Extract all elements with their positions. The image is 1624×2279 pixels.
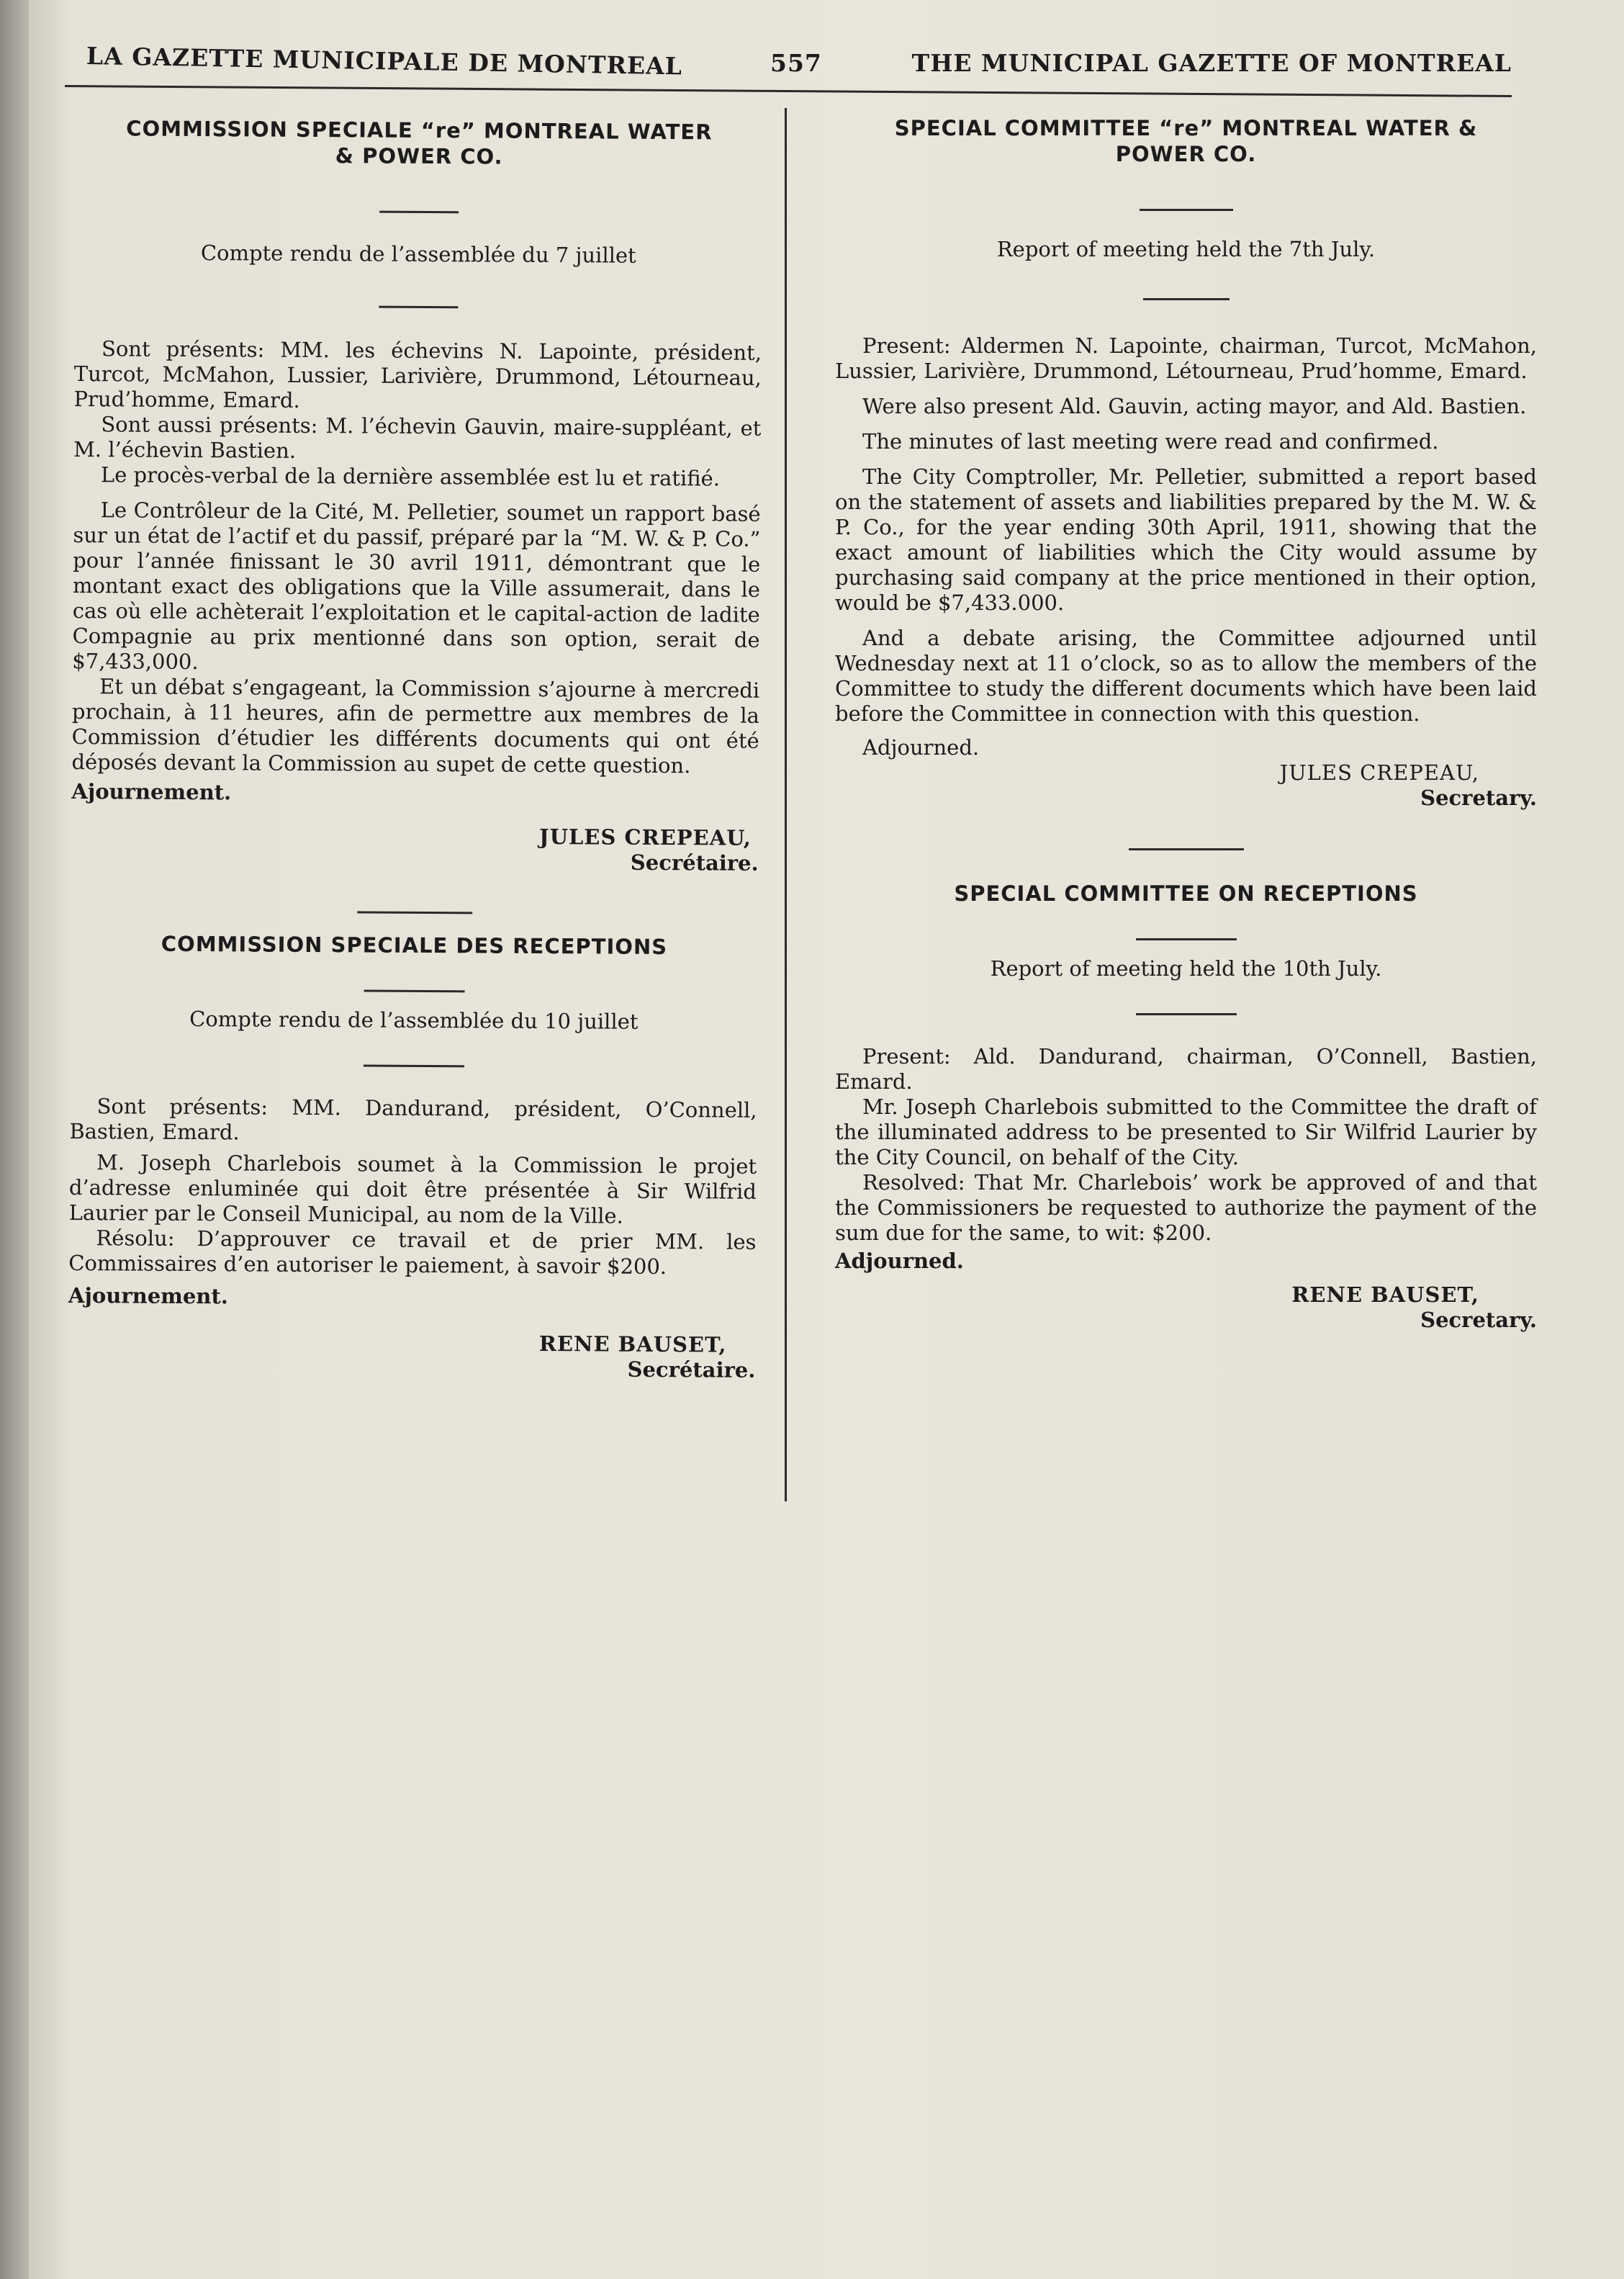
paragraph: Resolved: That Mr. Charlebois’ work be approved of and that the Commissioners be requested to authorize the payment of the sum due for the same, to wit: $200.	[835, 1170, 1537, 1245]
paragraph: Le Contrôleur de la Cité, M. Pelletier, soumet un rapport basé sur un état de l’actif et du passif, préparé par la “M. W. & P. Co.” pour l’année finissant le 30 avril 1911, démontrant que le montant exact des obligations que la Ville assumerait, dans le cas où elle achèterait l’exploitation et le capital-action de ladite Compagnie au prix mentionné dans son option, serait de $7,433,000.	[72, 498, 761, 675]
adjourned-note: Ajournement.	[68, 1282, 229, 1309]
signature-title: Secrétaire.	[630, 850, 759, 876]
paragraph: Present: Ald. Dandurand, chairman, O’Connell, Bastien, Emard.	[835, 1044, 1537, 1094]
paragraph: M. Joseph Charlebois soumet à la Commission le projet d’adresse enluminée qui doit être présentée à Sir Wilfrid Laurier par le Conseil Municipal, au nom de la Ville.	[68, 1150, 757, 1228]
section-rule	[1136, 1013, 1237, 1015]
fr-section-receptions	[68, 930, 758, 1383]
section-subtitle: Report of meeting held the 10th July.	[990, 956, 1382, 981]
fr-section-water-power	[71, 115, 763, 916]
english-column	[835, 115, 1537, 1333]
french-column	[68, 115, 763, 1383]
paragraph: Present: Aldermen N. Lapointe, chairman, Turcot, McMahon, Lussier, Larivière, Drummond, Létourneau, Prud’homme, Emard.	[835, 333, 1537, 383]
page-number: 557	[770, 49, 822, 77]
signature-title: Secretary.	[1420, 786, 1537, 810]
paragraph: Sont présents: MM. Dandurand, président, O’Connell, Bastien, Emard.	[69, 1094, 757, 1145]
section-subtitle: Compte rendu de l’assemblée du 7 juillet	[200, 241, 636, 268]
signature-name: RENE BAUSET,	[538, 1331, 727, 1357]
section-rule	[379, 306, 458, 309]
running-header	[58, 42, 1512, 81]
paragraph: Et un débat s’engageant, la Commission s’ajourne à mercredi prochain, à 11 heures, afin de permettre aux membres de la Commission d’étudier les différents documents qui ont été déposés devant la Commission au supet de cette question.	[71, 674, 760, 778]
paragraph: The City Comptroller, Mr. Pelletier, submitted a report based on the statement of assets and liabilities prepared by the M. W. & P. Co., for the year ending 30th April, 1911, showing that the exact amount of liabilities which the City would assume by purchasing said company at the price mentioned in their option, would be $7,433.000.	[835, 464, 1537, 615]
section-separator	[1129, 848, 1244, 850]
section-subtitle: Report of meeting held the 7th July.	[996, 237, 1376, 261]
book-spine-shadow	[0, 0, 29, 2279]
en-section-water-power	[835, 115, 1537, 850]
section-title: COMMISSION SPECIALE “re” MONTREAL WATER & POWER CO.	[126, 116, 713, 169]
header-english-title: THE MUNICIPAL GAZETTE OF MONTREAL	[911, 49, 1512, 77]
column-divider	[785, 108, 787, 1501]
section-rule	[364, 989, 464, 992]
section-rule	[1143, 298, 1230, 300]
signature-name: RENE BAUSET,	[1291, 1282, 1479, 1307]
section-rule	[363, 1064, 464, 1067]
section-rule	[1140, 209, 1233, 211]
adjourned-note: Adjourned.	[862, 735, 980, 760]
paragraph: Were also present Ald. Gauvin, acting mayor, and Ald. Bastien.	[862, 394, 1527, 418]
paragraph: And a debate arising, the Committee adjourned until Wednesday next at 11 o’clock, so as to allow the members of the Committee to study the different documents which have been laid before the Committee in connection with this question.	[835, 626, 1537, 726]
section-subtitle: Compte rendu de l’assemblée du 10 juillet	[189, 1006, 639, 1034]
signature-name: JULES CREPEAU,	[1279, 760, 1479, 785]
paragraph: Le procès-verbal de la dernière assemblée est lu et ratifié.	[100, 462, 721, 491]
section-title: COMMISSION SPECIALE DES RECEPTIONS	[161, 931, 668, 960]
paragraph: Sont présents: MM. les échevins N. Lapointe, président, Turcot, McMahon, Lussier, Larivière, Drummond, Létourneau, Prud’homme, Emard.	[73, 336, 762, 413]
signature-title: Secrétaire.	[627, 1357, 756, 1383]
paragraph: The minutes of last meeting were read and confirmed.	[862, 429, 1439, 454]
en-section-receptions	[835, 881, 1537, 1333]
header-french-title: LA GAZETTE MUNICIPALE DE MONTREAL	[86, 42, 683, 81]
paragraph: Mr. Joseph Charlebois submitted to the Committee the draft of the illuminated address to be presented to Sir Wilfrid Laurier by the City Council, on behalf of the City.	[835, 1094, 1537, 1169]
section-rule	[1136, 938, 1237, 940]
section-title: SPECIAL COMMITTEE ON RECEPTIONS	[954, 881, 1418, 906]
adjourned-note: Adjourned.	[835, 1249, 964, 1273]
section-title: SPECIAL COMMITTEE “re” MONTREAL WATER & POWER CO.	[894, 116, 1478, 166]
adjourned-note: Ajournement.	[71, 778, 232, 805]
signature-name: JULES CREPEAU,	[538, 824, 752, 850]
section-separator	[357, 911, 472, 914]
paragraph: Résolu: D’approuver ce travail et de prier MM. les Commissaires d’en autoriser le paiement, à savoir $200.	[68, 1226, 757, 1280]
signature-title: Secretary.	[1420, 1308, 1537, 1332]
paragraph: Sont aussi présents: M. l’échevin Gauvin, maire-suppléant, et M. l’échevin Bastien.	[73, 412, 762, 463]
section-rule	[379, 211, 459, 214]
